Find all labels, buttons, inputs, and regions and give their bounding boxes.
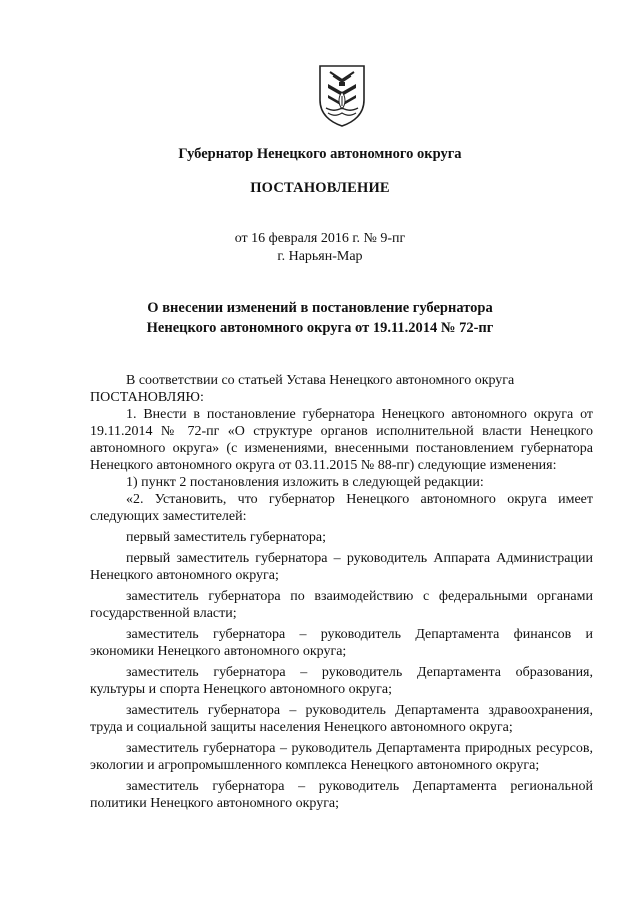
document-subject-line-2: Ненецкого автономного округа от 19.11.2014 № 72-пг: [146, 320, 494, 336]
body-paragraph: В соответствии со статьей Устава Ненецкого автономного округа: [126, 373, 515, 388]
document-type: ПОСТАНОВЛЕНИЕ: [250, 180, 390, 196]
body-paragraph: заместитель губернатора – руководитель Департамента региональной политики Ненецкого автономного округа;: [90, 779, 593, 811]
body-paragraph: заместитель губернатора – руководитель Департамента здравоохранения, труда и социальной защиты населения Ненецкого автономного округа;: [90, 703, 593, 735]
body-paragraph: первый заместитель губернатора – руководитель Аппарата Администрации Ненецкого автономного округа;: [90, 551, 593, 583]
body-paragraph: 1) пункт 2 постановления изложить в следующей редакции:: [126, 475, 484, 490]
body-paragraph: заместитель губернатора – руководитель Департамента финансов и экономики Ненецкого автономного округа;: [90, 627, 593, 659]
body-paragraph: заместитель губернатора – руководитель Департамента образования, культуры и спорта Ненецкого автономного округа;: [90, 665, 593, 697]
body-paragraph: первый заместитель губернатора;: [126, 530, 326, 545]
body-paragraph: заместитель губернатора по взаимодействию с федеральными органами государственной власти;: [90, 589, 593, 621]
document-city: г. Нарьян-Мар: [277, 249, 363, 264]
body-paragraph: «2. Установить, что губернатор Ненецкого автономного округа имеет следующих заместителей:: [90, 492, 593, 524]
document-date-number: от 16 февраля 2016 г. № 9-пг: [234, 231, 406, 246]
body-paragraph: заместитель губернатора – руководитель Департамента природных ресурсов, экологии и агропромышленного комплекса Ненецкого автономного округа;: [90, 741, 593, 773]
document-subject-line-1: О внесении изменений в постановление губернатора: [147, 300, 493, 316]
body-paragraph: 1. Внести в постановление губернатора Ненецкого автономного округа от 19.11.2014 № 72-пг «О структуре органов исполнительной власти Ненецкого автономного округа» (с изменениями, внесенными постановлением губернатора Ненецкого автономного округа от 03.11.2015 № 88-пг) следующие изменения:: [90, 407, 593, 473]
issuer-title: Губернатор Ненецкого автономного округа: [178, 146, 462, 162]
body-paragraph: ПОСТАНОВЛЯЮ:: [90, 390, 204, 405]
coat-of-arms-icon: [316, 62, 368, 128]
document-body: [90, 372, 593, 812]
